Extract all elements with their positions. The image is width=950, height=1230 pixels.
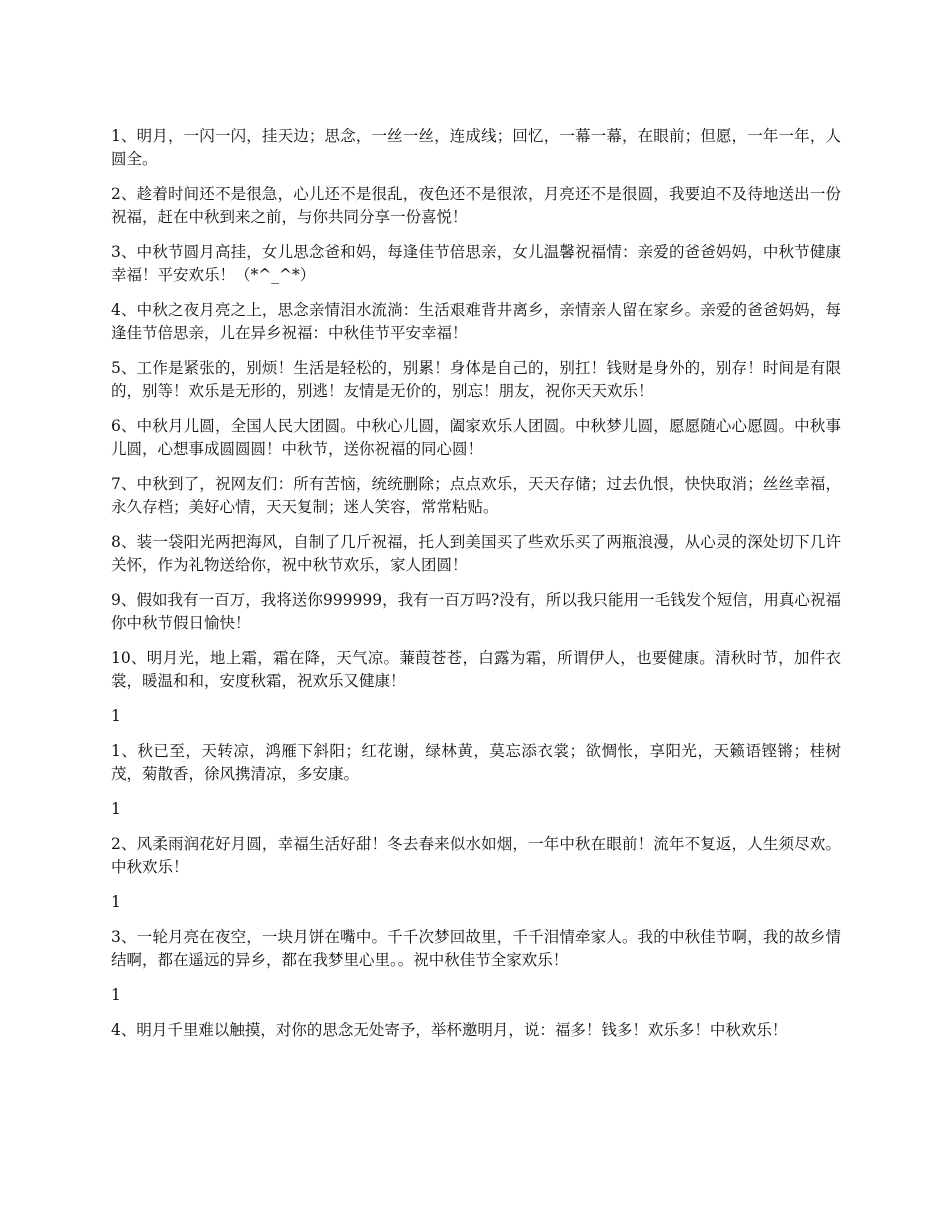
paragraph-3: 3、中秋节圆月高挂，女儿思念爸和妈，每逢佳节倍思亲，女儿温馨祝福情：亲爱的爸爸妈妈，中秋节健康幸福！平安欢乐！（*^_^*） bbox=[111, 243, 841, 284]
paragraph-4: 4、中秋之夜月亮之上，思念亲情泪水流淌：生活艰难背井离乡，亲情亲人留在家乡。亲爱的爸爸妈妈，每逢佳节倍思亲，儿在异乡祝福：中秋佳节平安幸福！ bbox=[111, 301, 841, 342]
section-marker: 1 bbox=[111, 986, 121, 1004]
paragraph-12: 2、风柔雨润花好月圆，幸福生活好甜！冬去春来似水如烟，一年中秋在眼前！流年不复返，人生须尽欢。中秋欢乐！ bbox=[111, 835, 841, 876]
section-marker: 1 bbox=[111, 707, 121, 725]
document-page bbox=[111, 125, 841, 1054]
section-marker: 1 bbox=[111, 800, 121, 818]
paragraph-11: 1、秋已至，天转凉，鸿雁下斜阳；红花谢，绿林黄，莫忘添衣裳；欲惆怅，享阳光，天籁语铿锵；桂树茂，菊散香，徐风携清凉，多安康。 bbox=[111, 742, 841, 783]
paragraph-1: 1、明月，一闪一闪，挂天边；思念，一丝一丝，连成线；回忆，一幕一幕，在眼前；但愿，一年一年，人圆全。 bbox=[111, 127, 841, 168]
paragraph-10: 10、明月光，地上霜，霜在降，天气凉。蒹葭苍苍，白露为霜，所谓伊人，也要健康。清秋时节，加件衣裳，暖温和和，安度秋霜，祝欢乐又健康！ bbox=[111, 649, 841, 690]
paragraph-2: 2、趁着时间还不是很急，心儿还不是很乱，夜色还不是很浓，月亮还不是很圆，我要迫不及待地送出一份祝福，赶在中秋到来之前，与你共同分享一份喜悦！ bbox=[111, 185, 841, 226]
section-marker: 1 bbox=[111, 893, 121, 911]
paragraph-9: 9、假如我有一百万，我将送你999999，我有一百万吗?没有，所以我只能用一毛钱发个短信，用真心祝福你中秋节假日愉快！ bbox=[111, 591, 841, 632]
paragraph-13: 3、一轮月亮在夜空，一块月饼在嘴中。千千次梦回故里，千千泪情牵家人。我的中秋佳节啊，我的故乡情结啊，都在遥远的异乡，都在我梦里心里。。祝中秋佳节全家欢乐！ bbox=[111, 928, 841, 969]
paragraph-14: 4、明月千里难以触摸，对你的思念无处寄予，举杯邀明月，说：福多！钱多！欢乐多！中秋欢乐！ bbox=[111, 1021, 788, 1039]
paragraph-5: 5、工作是紧张的，别烦！生活是轻松的，别累！身体是自己的，别扛！钱财是身外的，别存！时间是有限的，别等！欢乐是无形的，别逃！友情是无价的，别忘！朋友，祝你天天欢乐！ bbox=[111, 359, 841, 400]
paragraph-7: 7、中秋到了，祝网友们：所有苦恼，统统删除；点点欢乐，天天存储；过去仇恨，快快取消；丝丝幸福，永久存档；美好心情，天天复制；迷人笑容，常常粘贴。 bbox=[111, 475, 841, 516]
paragraph-8: 8、装一袋阳光两把海风，自制了几斤祝福，托人到美国买了些欢乐买了两瓶浪漫，从心灵的深处切下几许关怀，作为礼物送给你，祝中秋节欢乐，家人团圆！ bbox=[111, 533, 841, 574]
paragraph-6: 6、中秋月儿圆，全国人民大团圆。中秋心儿圆，阖家欢乐人团圆。中秋梦儿圆，愿愿随心心愿圆。中秋事儿圆，心想事成圆圆圆！中秋节，送你祝福的同心圆！ bbox=[111, 417, 841, 458]
